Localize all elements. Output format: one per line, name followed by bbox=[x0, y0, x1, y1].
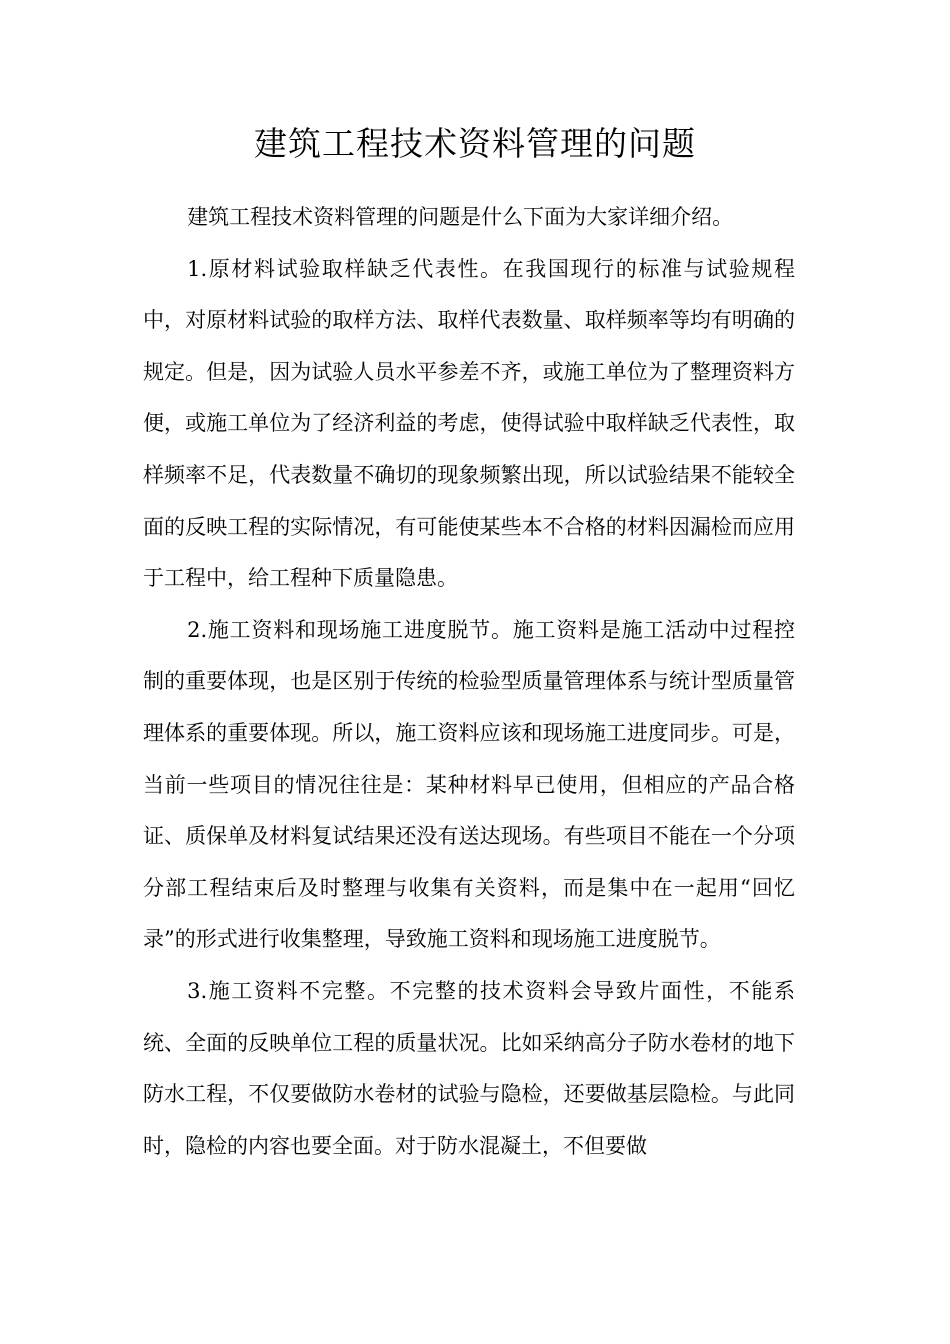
paragraph-2: 2.施工资料和现场施工进度脱节。施工资料是施工活动中过程控制的重要体现，也是区别于传统的检验型质量管理体系与统计型质量管理体系的重要体现。所以，施工资料应该和现场施工进度同步。可是，当前一些项目的情况往往是：某种材料早已使用，但相应的产品合格证、质保单及材料复试结果还没有送达现场。有些项目不能在一个分项分部工程结束后及时整理与收集有关资料，而是集中在一起用“回忆录”的形式进行收集整理，导致施工资料和现场施工进度脱节。 bbox=[143, 617, 795, 952]
paragraph-3: 3.施工资料不完整。不完整的技术资料会导致片面性，不能系统、全面的反映单位工程的质量状况。比如采纳高分子防水卷材的地下防水工程，不仅要做防水卷材的试验与隐检，还要做基层隐检。与此同时，隐检的内容也要全面。对于防水混凝土，不但要做 bbox=[143, 978, 795, 1158]
document-body bbox=[143, 192, 795, 1172]
paragraph-intro: 建筑工程技术资料管理的问题是什么下面为大家详细介绍。 bbox=[187, 205, 734, 229]
paragraph-1: 1.原材料试验取样缺乏代表性。在我国现行的标准与试验规程中，对原材料试验的取样方法、取样代表数量、取样频率等均有明确的规定。但是，因为试验人员水平参差不齐，或施工单位为了整理资料方便，或施工单位为了经济利益的考虑，使得试验中取样缺乏代表性，取样频率不足，代表数量不确切的现象频繁出现，所以试验结果不能较全面的反映工程的实际情况，有可能使某些本不合格的材料因漏检而应用于工程中，给工程种下质量隐患。 bbox=[143, 256, 795, 591]
document-title: 建筑工程技术资料管理的问题 bbox=[254, 124, 696, 163]
